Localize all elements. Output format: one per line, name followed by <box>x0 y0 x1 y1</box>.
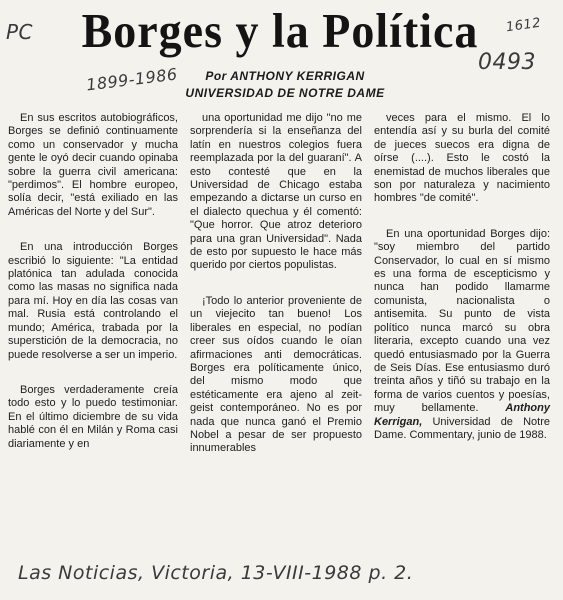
handwritten-source-note: Las Noticias, Victoria, 13-VIII-1988 p. 2. <box>18 562 414 584</box>
byline-affiliation: UNIVERSIDAD DE NOTRE DAME <box>185 86 385 100</box>
paragraph: una oportunidad me dijo "no me sorprendería si la enseñanza del latín en nuestros colegios fuera reemplazada por la del guaraní". A esto contesté que en la Universidad de Chicago estaba empezando a dictarse un curso en el dialecto quechua y él comentó: "Que horror. Que atroz deterioro para una gran Universidad". Nada de esto por supuesto le hace más querido por ciertos populistas. <box>190 112 362 272</box>
paragraph: Borges verdaderamente creía todo esto y lo puedo testimoniar. En el último diciembre de su vida hablé con él en Milán y Roma casi diariamente y en <box>8 383 178 450</box>
handwritten-initials: PC <box>6 20 34 44</box>
article-column-1 <box>8 112 178 451</box>
paragraph: En una introducción Borges escribió lo siguiente: "La entidad platónica tan adulada conocida como las masas no significa nada para mí. Hoy en día las cosas van mal. Rusia está controlando el mundo; América, trabada por la superstición de la democracia, no puede resolverse a ser un imperio. <box>8 241 178 361</box>
paragraph <box>374 228 550 443</box>
article-column-3 <box>374 112 550 460</box>
signature-name: Anthony Kerrigan, <box>374 402 550 428</box>
byline-author: Por ANTHONY KERRIGAN <box>205 69 365 83</box>
paragraph: En sus escritos autobiográficos, Borges se definió continuamente como un conservador y mucha gente le oyó decir cuando opinaba sobre la guerra civil americana: "perdimos". El hombre europeo, solía decir, "está exiliado en las Américas del Norte y del Sur". <box>8 112 178 218</box>
article-title: Borges y la Política <box>81 3 479 58</box>
handwritten-years: 1899-1986 <box>85 64 179 95</box>
paragraph: ¡Todo lo anterior proveniente de un viejecito tan bueno! Los liberales en especial, no podían creer sus oídos cuando le oían afirmaciones anti democráticas. Borges era políticamente único, del mismo modo que estéticamente era ajeno al zeit-geist contemporáneo. No es por nada que nunca ganó el Premio Nobel a pesar de ser propuesto innumerables <box>190 294 362 455</box>
paragraph-text: En una oportunidad Borges dijo: "soy miembro del partido Conservador, lo cual en sí mismo es una forma de escepticismo y nunca han podido llamarme comunista, nacionalista o antisemita. Su punto de vista político nunca marcó su obra literaria, excepto cuando una vez quedó entusiasmado por la Guerra de Seis Días. Ese entusiasmo duró treinta años y tiñó su trabajo en la forma de varios cuentos y poesías, muy bellamente. <box>374 227 550 415</box>
handwritten-catalog-number: 0493 <box>478 50 536 75</box>
article-column-2 <box>190 112 362 456</box>
paragraph: veces para el mismo. El lo entendía así y su burla del comité de jueces suecos era digna de oírse (....). Esto le costó la enemistad de muchos liberales que son por naturaleza y nacimiento hombres "de comité". <box>374 112 550 205</box>
handwritten-number: 1612 <box>505 15 542 36</box>
signature-affiliation: Universidad de Notre Dame. Commentary, junio de 1988. <box>374 415 550 441</box>
byline <box>150 68 420 102</box>
